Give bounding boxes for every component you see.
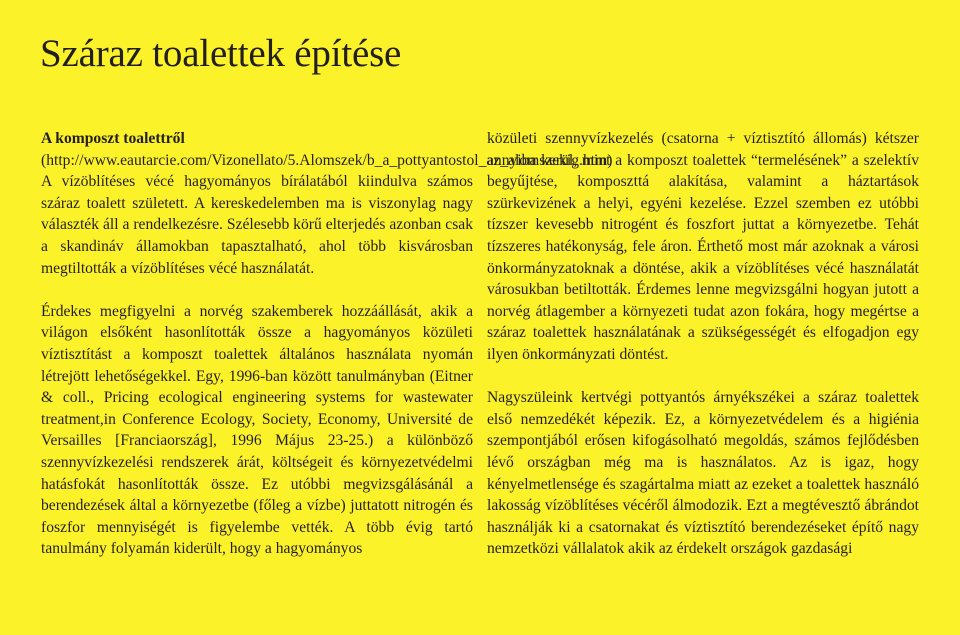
left-column bbox=[41, 128, 613, 581]
intro-paragraph bbox=[41, 128, 613, 279]
body-paragraph-3: közületi szennyvízkezelés (csatorna + víztisztító állomás) kétszer annyiba kerül, mint a komposzt toalettek “termelésének” a szelektív begyűjtése, komposzttá alakítása, valamint a háztartások szürkevizének a helyi, egyéni kezelése. Ezzel szemben ez utóbbi tízszer kevesebb nitrogént és foszfort juttat a környezetbe. Tehát tízszeres hatékonyság, fele áron. Érthető most már azoknak a városi önkormányzatoknak a döntése, akik a vízöblítéses vécé használatát városukban betiltották. Érdemes lenne megvizsgálni hogyan jutott a norvég átlagember a környezeti tudat azon fokára, hogy megértse a száraz toalettek használatának a szükségességét és elfogadjon egy ilyen önkormányzati döntést. bbox=[487, 130, 919, 363]
body-paragraph-4: Nagyszüleink kertvégi pottyantós árnyékszékei a száraz toalettek első nemzedékét képezik. Ez, a környezetvédelem és a higiénia szempontjából erősen kifogásolható megoldás, számos fejlődésben lévő országban még ma is használatos. Az is igaz, hogy kényelmetlensége és szagártalma miatt az ezeket a toalettek használó lakosság vízöblítéses vécéről álmodozik. Ezt a megtévesztő ábrándot használják ki a csatornakat és víztisztító berendezéseket építő nagy nemzetközi vállalatok akik az érdekelt országok gazdasági bbox=[487, 389, 919, 558]
section-heading: A komposzt toalettről bbox=[41, 130, 185, 147]
body-paragraph-1: A vízöblítéses vécé hagyományos bírálatából kiindulva számos száraz toalett született. A kereskedelemben ma is viszonylag nagy választék áll a rendelkezésre. Szélesebb körű elterjedés azonban csak a skandináv államokban tapasztalható, ahol több kisvárosban megtiltották a vízöblítéses vécé használatát. bbox=[41, 173, 473, 277]
body-paragraph-2: Érdekes megfigyelni a norvég szakemberek hozzáállását, akik a világon elsőként hasonlították össze a hagyományos közületi víztisztítást a komposzt toalettek általános használata nyomán létrejött lehetőségekkel. Egy, 1996-ban között tanulmányban (Eitner & coll., Pricing ecological engineering systems for wastewater treatment,in Conference Ecology, Society, Economy, Université de Versailles [Franciaország], 1996 Május 23-25.) a különböző szennyvízkezelési rendszerek árát, költségeit és környezetvédelmi hatásfokát hasonlították össze. Ez utóbbi megvizsgálásánál a berendezések által a környezetbe (főleg a vízbe) juttatott nitrogén és foszfor mennyiségét is figyelembe vették. A több évig tartó tanulmány folyamán kiderült, hogy a hagyományos bbox=[41, 302, 473, 558]
right-column bbox=[487, 128, 919, 581]
page-title: Száraz toalettek építése bbox=[40, 32, 402, 75]
source-url: (http://www.eautarcie.com/Vizonellato/5.Alomszek/b_a_pottyantostol_az_alomszekig.htm) bbox=[41, 151, 613, 169]
